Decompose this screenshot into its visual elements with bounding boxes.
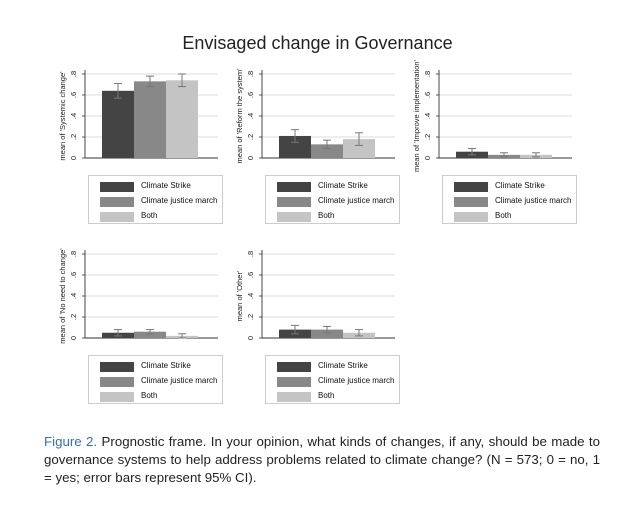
y-tick-label: .8 <box>68 70 78 78</box>
y-tick-label: .4 <box>245 112 255 120</box>
y-tick-label: .4 <box>68 292 78 300</box>
legend-label: Both <box>141 211 158 220</box>
legend-label: Both <box>495 211 512 220</box>
legend-label: Climate Strike <box>141 361 191 370</box>
legend-label: Climate Strike <box>318 181 368 190</box>
legend-label: Climate justice march <box>141 196 218 205</box>
y-tick-label: 0 <box>422 155 432 161</box>
y-tick-label: 0 <box>68 335 78 341</box>
caption-label: Figure 2. <box>44 434 98 449</box>
legend-label: Climate justice march <box>141 376 218 385</box>
y-tick-label: .6 <box>245 91 255 99</box>
y-tick-label: .8 <box>422 70 432 78</box>
y-axis-label: mean of 'Reform the system' <box>235 68 244 164</box>
y-tick-label: 0 <box>245 155 255 161</box>
legend-item <box>89 360 222 374</box>
legend-swatch <box>100 182 134 192</box>
legend-label: Climate justice march <box>318 376 395 385</box>
legend <box>442 175 577 224</box>
legend-item <box>266 390 399 404</box>
y-tick-label: .2 <box>68 313 78 321</box>
y-tick-label: .2 <box>245 133 255 141</box>
figure-title: Envisaged change in Governance <box>182 33 453 53</box>
figure-caption <box>44 433 600 487</box>
legend-swatch <box>454 212 488 222</box>
y-tick-label: 0 <box>68 155 78 161</box>
y-axis-label: mean of 'Improve implementation' <box>412 59 421 173</box>
legend-item <box>266 360 399 374</box>
y-tick-label: .2 <box>245 313 255 321</box>
y-tick-label: .2 <box>68 133 78 141</box>
legend-item <box>89 390 222 404</box>
legend-label: Both <box>318 211 335 220</box>
legend-swatch <box>277 377 311 387</box>
y-tick-label: .4 <box>422 112 432 120</box>
y-tick-label: .4 <box>245 292 255 300</box>
chart-panel-5 <box>232 240 407 410</box>
y-tick-label: .2 <box>422 133 432 141</box>
y-axis-label: mean of 'No need to change' <box>58 248 67 344</box>
panel-plot <box>55 240 230 355</box>
legend-swatch <box>454 197 488 207</box>
legend-swatch <box>277 182 311 192</box>
legend-swatch <box>100 362 134 372</box>
legend-item <box>89 195 222 209</box>
legend-label: Climate justice march <box>495 196 572 205</box>
y-tick-label: .8 <box>245 70 255 78</box>
legend-swatch <box>277 212 311 222</box>
legend-label: Climate Strike <box>141 181 191 190</box>
legend-item <box>266 180 399 194</box>
bar-climate-justice-march <box>134 81 166 158</box>
legend-swatch <box>100 377 134 387</box>
legend-item <box>443 180 576 194</box>
legend-item <box>89 375 222 389</box>
legend-item <box>89 210 222 224</box>
chart-panel-4 <box>55 240 230 410</box>
panel-plot <box>409 60 584 175</box>
y-tick-label: .6 <box>422 91 432 99</box>
y-tick-label: .6 <box>68 91 78 99</box>
legend-swatch <box>277 392 311 402</box>
legend-item <box>266 210 399 224</box>
legend-item <box>443 195 576 209</box>
legend-swatch <box>100 392 134 402</box>
bar-both <box>166 80 198 158</box>
legend-label: Climate Strike <box>318 361 368 370</box>
y-tick-label: .4 <box>68 112 78 120</box>
y-tick-label: .6 <box>245 271 255 279</box>
legend <box>265 175 400 224</box>
legend-swatch <box>277 362 311 372</box>
legend-label: Both <box>141 391 158 400</box>
y-tick-label: .6 <box>68 271 78 279</box>
legend-swatch <box>277 197 311 207</box>
panel-plot <box>232 240 407 355</box>
legend-item <box>266 195 399 209</box>
legend-label: Climate justice march <box>318 196 395 205</box>
legend <box>88 355 223 404</box>
legend-item <box>443 210 576 224</box>
legend-label: Both <box>318 391 335 400</box>
bar-climate-strike <box>102 91 134 158</box>
panel-plot <box>55 60 230 175</box>
legend-item <box>266 375 399 389</box>
y-axis-label: mean of 'Systemic change' <box>58 71 67 161</box>
legend-item <box>89 180 222 194</box>
legend-swatch <box>100 212 134 222</box>
y-tick-label: .8 <box>68 250 78 258</box>
legend <box>265 355 400 404</box>
legend-swatch <box>454 182 488 192</box>
chart-panel-2 <box>232 60 407 230</box>
legend-swatch <box>100 197 134 207</box>
chart-panel-1 <box>55 60 230 230</box>
chart-panel-3 <box>409 60 584 230</box>
y-axis-label: mean of 'Other' <box>235 270 244 322</box>
panel-plot <box>232 60 407 175</box>
caption-text: Prognostic frame. In your opinion, what kinds of changes, if any, should be made to governance systems to help address problems related to climate change? (N = 573; 0 = no, 1 = yes; error bars represent 95% CI). <box>44 434 600 485</box>
legend <box>88 175 223 224</box>
y-tick-label: 0 <box>245 335 255 341</box>
legend-label: Climate Strike <box>495 181 545 190</box>
y-tick-label: .8 <box>245 250 255 258</box>
